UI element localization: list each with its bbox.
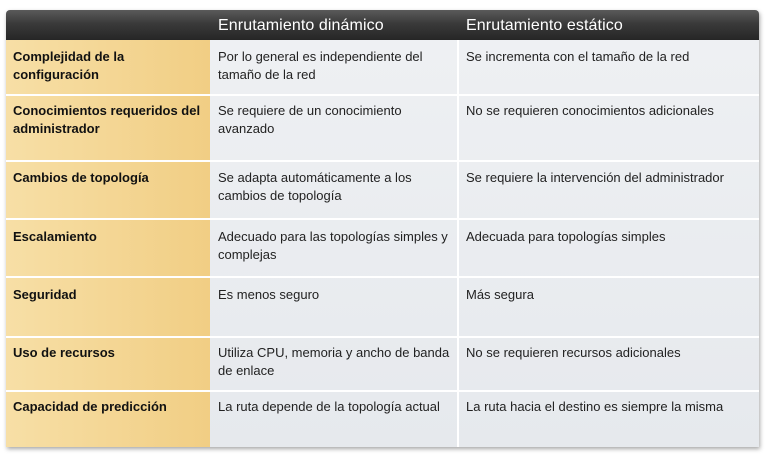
row-label: Uso de recursos [13,345,115,360]
row-static-value: Adecuada para topologías simples [466,229,666,244]
row-static-value: La ruta hacia el destino es siempre la misma [466,399,724,414]
row-dynamic-value: Adecuado para las topologías simples y complejas [218,229,448,262]
table-row [6,338,759,390]
row-label: Complejidad de la configuración [13,49,125,82]
table-row [6,162,759,218]
row-dynamic-value: Utiliza CPU, memoria y ancho de banda de enlace [218,345,450,378]
table-row [6,220,759,276]
table-row [6,40,759,94]
table-row [6,392,759,447]
row-label: Capacidad de predicción [13,399,167,414]
comparison-table [6,10,759,447]
row-label: Escalamiento [13,229,97,244]
table-row [6,96,759,160]
row-dynamic-value: La ruta depende de la topología actual [218,399,440,414]
row-static-value: Más segura [466,287,534,302]
row-static-value: Se requiere la intervención del administrador [466,170,724,185]
row-dynamic-value: Es menos seguro [218,287,320,302]
header-dynamic-routing: Enrutamiento dinámico [218,17,384,34]
row-static-value: Se incrementa con el tamaño de la red [466,49,690,64]
row-static-value: No se requieren recursos adicionales [466,345,681,360]
table-header [6,10,759,40]
header-static-routing: Enrutamiento estático [466,17,623,34]
row-label: Cambios de topología [13,170,149,185]
row-static-value: No se requieren conocimientos adicionales [466,103,714,118]
row-dynamic-value: Se requiere de un conocimiento avanzado [218,103,402,136]
row-label: Seguridad [13,287,77,302]
row-dynamic-value: Por lo general es independiente del tamaño de la red [218,49,423,82]
table-row [6,278,759,336]
row-dynamic-value: Se adapta automáticamente a los cambios de topología [218,170,412,203]
row-label: Conocimientos requeridos del administrador [13,103,201,136]
